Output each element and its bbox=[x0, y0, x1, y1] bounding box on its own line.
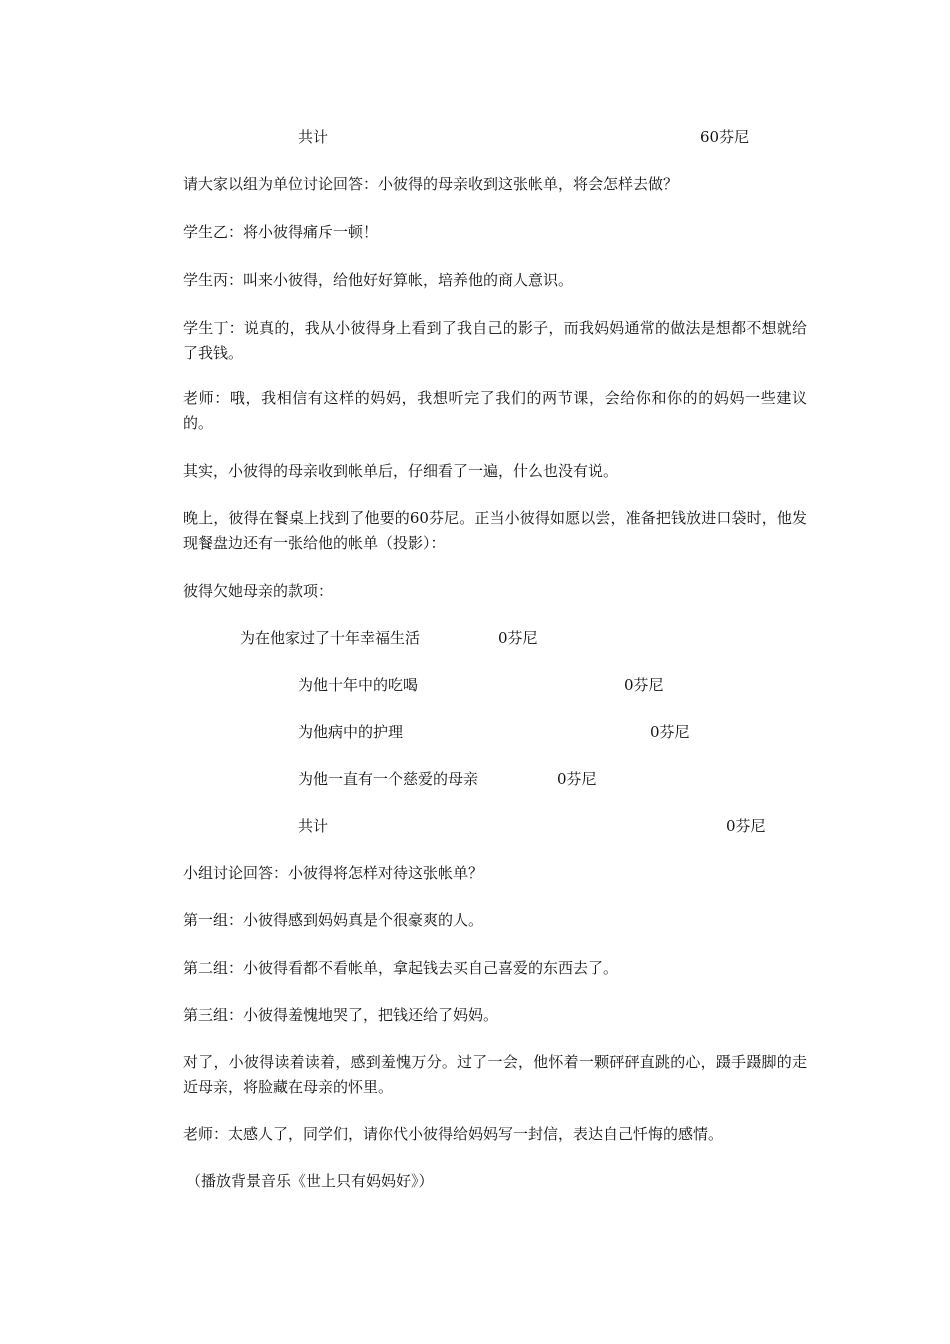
bill2-item-label: 为他十年中的吃喝 bbox=[298, 676, 419, 694]
bill2-total-amount: 0芬尼 bbox=[726, 817, 766, 835]
bill2-item-label: 为他病中的护理 bbox=[298, 723, 404, 741]
bill1-total-amount: 60芬尼 bbox=[700, 128, 750, 146]
bill2-item-amount: 0芬尼 bbox=[624, 676, 664, 694]
paragraph-actually: 其实，小彼得的母亲收到帐单后，仔细看了一遍，什么也没有说。 bbox=[183, 462, 619, 480]
paragraph-teacher-1 bbox=[145, 386, 807, 436]
paragraph-right-text: 对了，小彼得读着读着，感到羞愧万分。过了一会，他怀着一颗砰砰直跳的心，蹑手蹑脚的走近母亲，将脸藏在母亲的怀里。 bbox=[183, 1053, 807, 1096]
paragraph-evening bbox=[145, 506, 807, 556]
paragraph-right bbox=[145, 1050, 807, 1100]
bill2-item-amount: 0芬尼 bbox=[498, 629, 538, 647]
paragraph-evening-text: 晚上，彼得在餐桌上找到了他要的60芬尼。正当小彼得如愿以尝，准备把钱放进口袋时，他发现餐盘边还有一张给他的帐单（投影）： bbox=[183, 509, 807, 552]
paragraph-student-ding-text: 学生丁：说真的，我从小彼得身上看到了我自己的影子，而我妈妈通常的做法是想都不想就给了我钱。 bbox=[183, 319, 807, 362]
paragraph-teacher-2: 老师：太感人了，同学们，请你代小彼得给妈妈写一封信，表达自己忏悔的感情。 bbox=[183, 1125, 724, 1143]
paragraph-group-3: 第三组：小彼得羞愧地哭了，把钱还给了妈妈。 bbox=[183, 1006, 499, 1024]
bill2-item-amount: 0芬尼 bbox=[650, 723, 690, 741]
paragraph-discuss: 请大家以组为单位讨论回答：小彼得的母亲收到这张帐单，将会怎样去做？ bbox=[183, 175, 679, 193]
paragraph-teacher-1-text: 老师：哦，我相信有这样的妈妈，我想听完了我们的两节课，会给你和你的的妈妈一些建议的。 bbox=[183, 389, 807, 432]
bill2-item-amount: 0芬尼 bbox=[557, 770, 597, 788]
paragraph-student-yi: 学生乙：将小彼得痛斥一顿！ bbox=[183, 223, 379, 241]
bill1-total-label: 共计 bbox=[298, 128, 329, 146]
paragraph-group-1: 第一组：小彼得感到妈妈真是个很豪爽的人。 bbox=[183, 911, 484, 929]
paragraph-group-2: 第二组：小彼得看都不看帐单，拿起钱去买自己喜爱的东西去了。 bbox=[183, 959, 619, 977]
paragraph-student-bing: 学生丙：叫来小彼得，给他好好算帐，培养他的商人意识。 bbox=[183, 271, 574, 289]
bill2-item-label: 为在他家过了十年幸福生活 bbox=[240, 629, 421, 647]
bill2-item-label: 为他一直有一个慈爱的母亲 bbox=[298, 770, 479, 788]
paragraph-group-question: 小组讨论回答：小彼得将怎样对待这张帐单？ bbox=[183, 864, 484, 882]
paragraph-music: （播放背景音乐《世上只有妈妈好》） bbox=[186, 1172, 434, 1190]
paragraph-owes: 彼得欠她母亲的款项： bbox=[183, 582, 334, 600]
paragraph-student-ding bbox=[145, 316, 807, 366]
bill2-total-label: 共计 bbox=[298, 817, 329, 835]
